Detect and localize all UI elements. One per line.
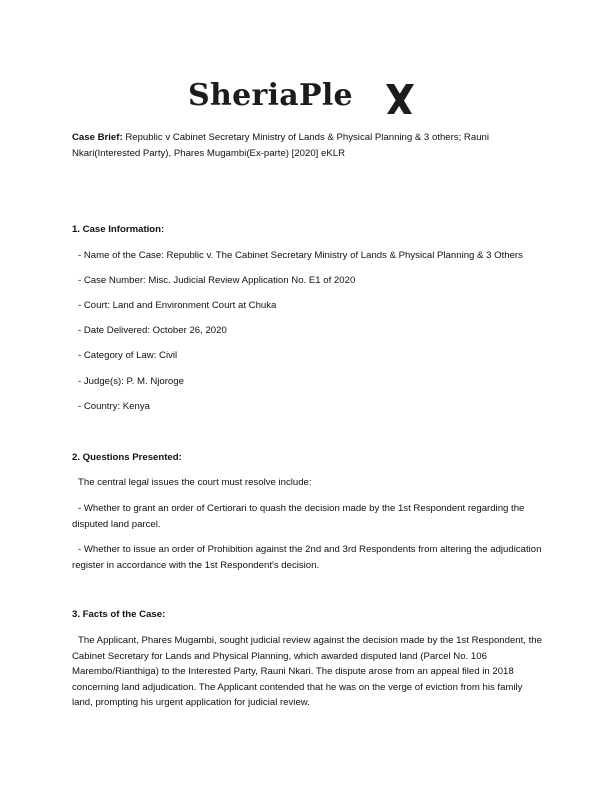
case-brief-label: Case Brief: <box>72 132 123 143</box>
case-brief <box>72 130 542 161</box>
question-item: - Whether to issue an order of Prohibition against the 2nd and 3rd Respondents from altering the adjudication register in accordance with the 1st Respondent's decision. <box>72 544 542 571</box>
facts-paragraph: The Applicant, Phares Mugambi, sought judicial review against the decision made by the 1st Respondent, the Cabinet Secretary for Lands and Physical Planning, which awarded disputed land (Parcel No. 106 Marembo/Rianthiga) to the Interested Party, Rauni Nkari. The dispute arose from an appeal filed in 2018 concerning land adjudication. The Applicant contended that he was on the verge of eviction from his family land, prompting his urgent application for judicial review. <box>72 635 542 708</box>
case-brief-text: Republic v Cabinet Secretary Ministry of Lands & Physical Planning & 3 others; Rauni Nkari(Interested Party), Phares Mugambi(Ex-parte) [2020] eKLR <box>72 132 489 159</box>
question-item: - Whether to grant an order of Certiorari to quash the decision made by the 1st Respondent regarding the disputed land parcel. <box>72 503 525 530</box>
sheriaplex-logo <box>188 78 428 122</box>
case-info-item: - Category of Law: Civil <box>78 350 178 361</box>
logo-text: SheriaPle <box>188 78 353 113</box>
case-info-item: - Date Delivered: October 26, 2020 <box>78 325 227 336</box>
section-title-facts-of-the-case: 3. Facts of the Case: <box>72 609 166 620</box>
logo-x-mark <box>384 82 414 116</box>
case-info-item: - Court: Land and Environment Court at Chuka <box>78 300 277 311</box>
questions-intro: The central legal issues the court must resolve include: <box>78 477 312 488</box>
case-info-item: - Country: Kenya <box>78 401 150 412</box>
section-title-case-information: 1. Case Information: <box>72 224 165 235</box>
section-title-questions-presented: 2. Questions Presented: <box>72 452 182 463</box>
case-info-item: - Judge(s): P. M. Njoroge <box>78 376 184 387</box>
case-info-item: - Case Number: Misc. Judicial Review Application No. E1 of 2020 <box>78 275 356 286</box>
case-info-item: - Name of the Case: Republic v. The Cabinet Secretary Ministry of Lands & Physical Planning & 3 Others <box>78 250 523 261</box>
